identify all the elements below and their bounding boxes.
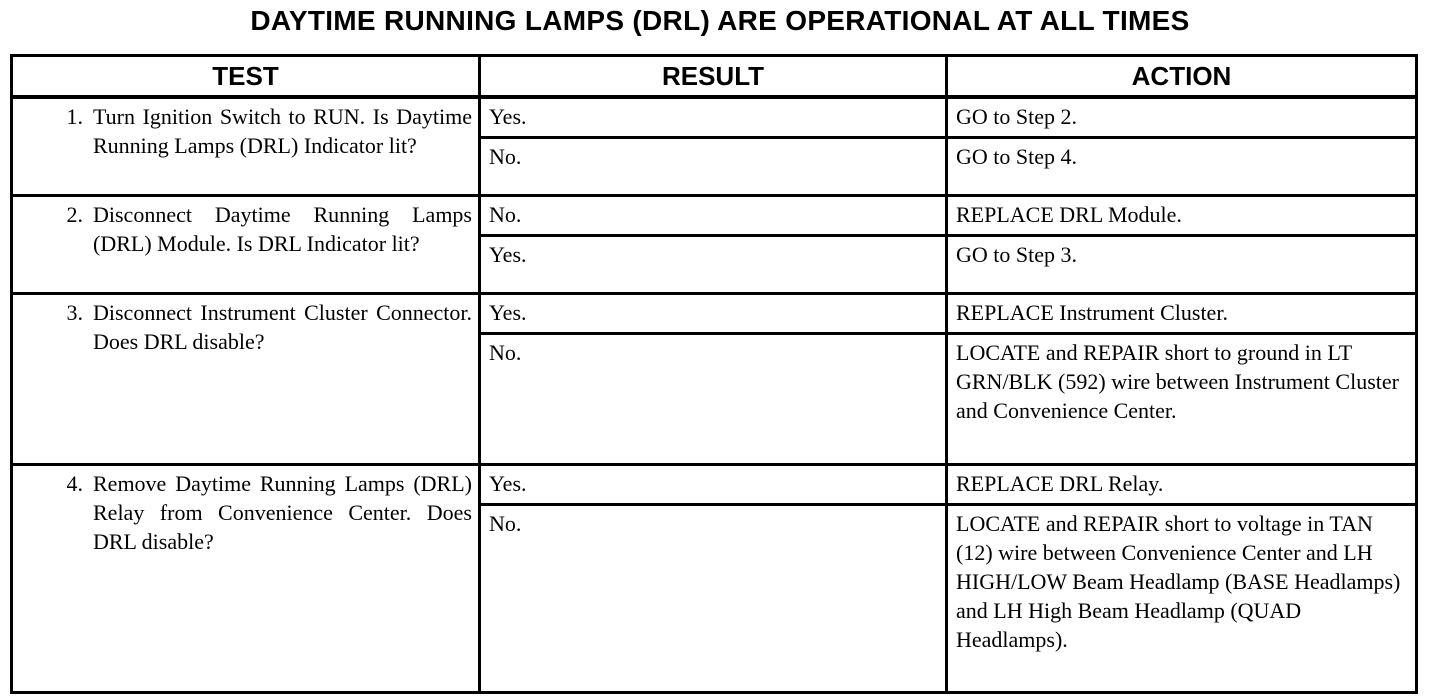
test-cell-step-1 [12,97,480,196]
action-cell: REPLACE DRL Relay. [947,465,1417,505]
action-cell: LOCATE and REPAIR short to voltage in TAN (12) wire between Convenience Center and LH HIGH/LOW Beam Headlamp (BASE Headlamps) and LH High Beam Headlamp (QUAD Headlamps). [947,505,1417,693]
result-cell: Yes. [480,294,947,334]
action-cell: GO to Step 3. [947,236,1417,294]
step-number: 2. [66,202,83,227]
action-cell: GO to Step 4. [947,138,1417,196]
test-cell-step-2 [12,196,480,294]
result-cell: No. [480,138,947,196]
table-row [12,294,1417,334]
page-title: DAYTIME RUNNING LAMPS (DRL) ARE OPERATIONAL AT ALL TIMES [250,5,1190,36]
header-action: ACTION [947,56,1417,98]
result-cell: Yes. [480,97,947,138]
test-cell-step-3 [12,294,480,465]
action-cell: REPLACE DRL Module. [947,196,1417,236]
test-cell-step-4 [12,465,480,693]
header-row [12,56,1417,98]
diagnostic-table [10,54,1418,694]
action-cell: GO to Step 2. [947,97,1417,138]
result-cell: Yes. [480,465,947,505]
table-row [12,196,1417,236]
step-number: 1. [66,104,83,129]
result-cell: Yes. [480,236,947,294]
action-cell: LOCATE and REPAIR short to ground in LT GRN/BLK (592) wire between Instrument Cluster and Convenience Center. [947,334,1417,465]
result-cell: No. [480,196,947,236]
header-result: RESULT [480,56,947,98]
step-test-text: Disconnect Instrument Cluster Connector. Does DRL disable? [93,300,472,354]
step-test-text: Turn Ignition Switch to RUN. Is Daytime Running Lamps (DRL) Indicator lit? [93,104,472,158]
table-row [12,97,1417,138]
step-test-text: Disconnect Daytime Running Lamps (DRL) Module. Is DRL Indicator lit? [93,202,472,256]
step-number: 3. [66,300,83,325]
result-cell: No. [480,334,947,465]
result-cell: No. [480,505,947,693]
step-test-text: Remove Daytime Running Lamps (DRL) Relay from Convenience Center. Does DRL disable? [93,471,472,554]
table-row [12,465,1417,505]
action-cell: REPLACE Instrument Cluster. [947,294,1417,334]
header-test: TEST [12,56,480,98]
step-number: 4. [66,471,83,496]
